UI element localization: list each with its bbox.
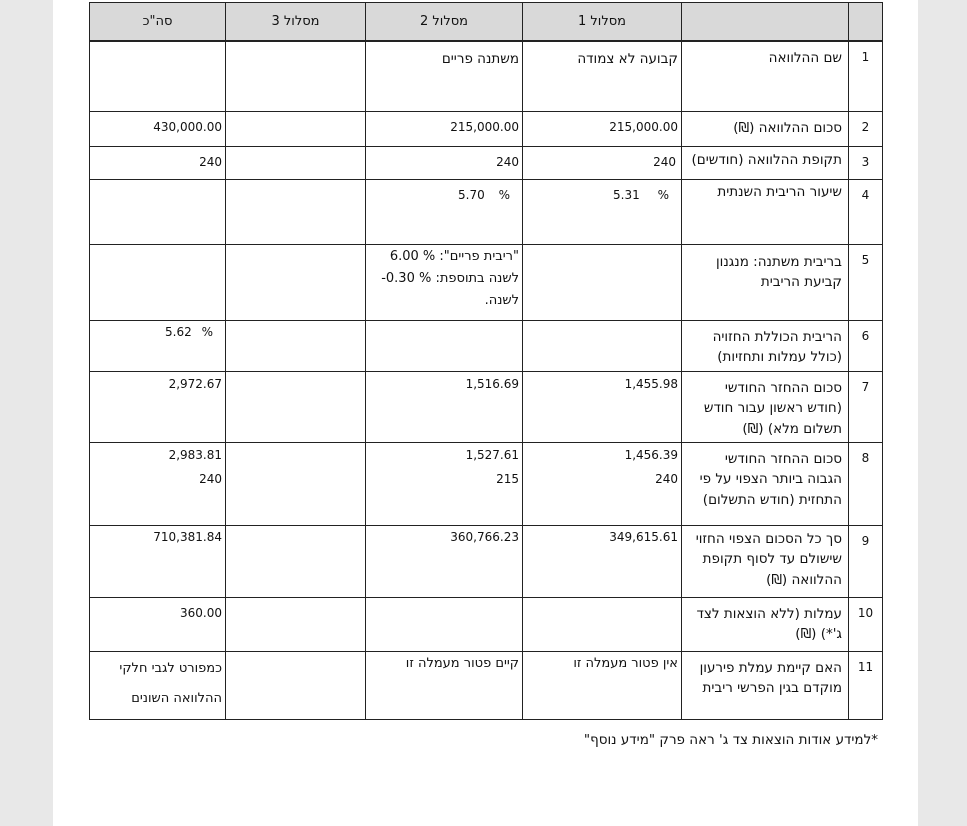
table-row [90,41,883,111]
track-2-value [366,320,523,371]
total-value [90,179,226,244]
footnote: *למידע אודות הוצאות צד ג' ראה פרק "מידע נוסף" [583,732,878,748]
track-3-value [226,146,366,179]
total-value: כמפורט לגבי חלקי ההלוואה השונים [90,651,226,719]
track-1-value: 349,615.61 [523,525,682,597]
total-value: 2,972.67 [90,371,226,442]
track-1-value [523,244,682,320]
header-label [682,3,849,42]
total-value [90,442,226,525]
row-label: סך כל הסכום הצפוי החזוי שישולם עד לסוף תקופת ההלוואה (₪) [682,525,849,597]
row-number: 5 [849,244,883,320]
row-number: 3 [849,146,883,179]
header-num [849,3,883,42]
track-1-value: 215,000.00 [523,111,682,146]
row-number: 8 [849,442,883,525]
loan-comparison-table [89,2,883,720]
percent-sign: % [201,324,213,339]
row-number: 6 [849,320,883,371]
track-2-value: 1,516.69 [366,371,523,442]
row-label: תקופת ההלוואה (חודשים) [682,146,849,179]
track-2-rate [366,179,523,244]
row-label: סכום ההחזר החודשי הגבוה ביותר הצפוי על פי התחזית (חודש התשלום) [682,442,849,525]
row-number: 9 [849,525,883,597]
track-1-value [523,320,682,371]
track-1-value: 1,455.98 [523,371,682,442]
track-2-value: 215,000.00 [366,111,523,146]
track-2-value [366,597,523,651]
row-label: סכום ההחזר החודשי (חודש ראשון עבור חודש תשלום מלא) (₪) [682,371,849,442]
percent-sign: % [657,187,669,202]
row-number: 4 [849,179,883,244]
track-2-value: 240 [366,146,523,179]
track-1-value: אין פטור מעמלה זו [523,651,682,719]
total-rate [90,320,226,371]
table-row [90,146,883,179]
track-3-value [226,320,366,371]
track-3-value [226,525,366,597]
max-payment: 1,527.61 [465,447,519,462]
track-1-value [523,442,682,525]
track-3-value [226,371,366,442]
table-row [90,179,883,244]
track-3-value [226,651,366,719]
total-value: 240 [90,146,226,179]
table-row [90,371,883,442]
track-1-value: קבועה לא צמודה [523,41,682,111]
max-payment: 1,456.39 [624,447,678,462]
track-2-value: משתנה פריים [366,41,523,111]
track-3-value [226,597,366,651]
row-number: 2 [849,111,883,146]
table-row [90,651,883,719]
payment-month: 240 [655,471,678,486]
row-number: 10 [849,597,883,651]
table-row [90,111,883,146]
track-2-value: קיים פטור מעמלה זו [366,651,523,719]
row-label: בריבית משתנה: מנגנון קביעת הריבית [682,244,849,320]
track-2-value: 360,766.23 [366,525,523,597]
track-1-rate [523,179,682,244]
row-number: 7 [849,371,883,442]
total-value [90,244,226,320]
track-1-value: 240 [523,146,682,179]
row-label: הריבית הכוללת החזויה (כולל עמלות ותחזיות) [682,320,849,371]
row-label: שיעור הריבית השנתית [682,179,849,244]
total-value: 430,000.00 [90,111,226,146]
row-label: סכום ההלוואה (₪) [682,111,849,146]
table-header-row [90,3,883,42]
track-1-rate-value: 5.31 [613,187,640,202]
track-2-rate-value: 5.70 [458,187,485,202]
track-3-value [226,41,366,111]
track-2-value [366,442,523,525]
total-value [90,41,226,111]
table-row [90,597,883,651]
percent-sign: % [498,187,510,202]
total-rate-value: 5.62 [165,324,192,339]
table-row [90,244,883,320]
track-3-value [226,442,366,525]
track-3-value [226,179,366,244]
track-3-value [226,111,366,146]
row-number: 1 [849,41,883,111]
header-total: סה"כ [90,3,226,42]
table-row [90,320,883,371]
table-row [90,525,883,597]
row-label: עמלות (ללא הוצאות לצד ג'*) (₪) [682,597,849,651]
header-track-1: מסלול 1 [523,3,682,42]
total-value: 360.00 [90,597,226,651]
row-number: 11 [849,651,883,719]
total-value: 710,381.84 [90,525,226,597]
payment-month: 215 [496,471,519,486]
payment-month: 240 [199,471,222,486]
max-payment: 2,983.81 [168,447,222,462]
row-label: שם ההלוואה [682,41,849,111]
header-track-3: מסלול 3 [226,3,366,42]
track-3-value [226,244,366,320]
header-track-2: מסלול 2 [366,3,523,42]
table-row [90,442,883,525]
row-label: האם קיימת עמלת פירעון מוקדם בגין הפרשי ריבית [682,651,849,719]
track-1-value [523,597,682,651]
track-2-mechanism: "ריבית פריים": % 6.00 לשנה בתוספת: % 0.30- לשנה. [366,244,523,320]
